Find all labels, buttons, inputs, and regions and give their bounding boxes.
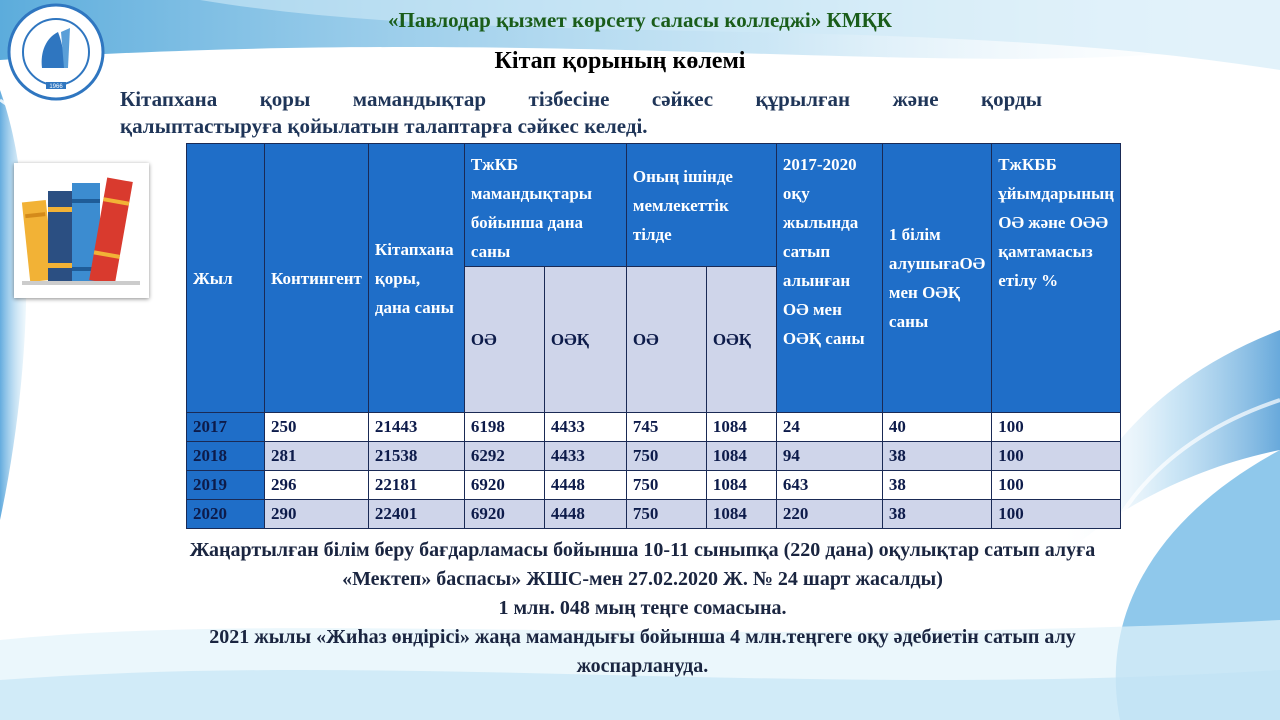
table-cell: 750 bbox=[626, 471, 706, 500]
table-cell: 22181 bbox=[368, 471, 464, 500]
table-cell: 100 bbox=[992, 471, 1121, 500]
table-cell: 643 bbox=[776, 471, 882, 500]
library-fund-table bbox=[186, 143, 1121, 529]
footer-text bbox=[60, 536, 1225, 681]
table-cell: 220 bbox=[776, 500, 882, 529]
table-cell: 1084 bbox=[706, 442, 776, 471]
table-cell: 745 bbox=[626, 413, 706, 442]
header-oak: ОӘҚ bbox=[544, 267, 626, 413]
table-cell: 4433 bbox=[544, 413, 626, 442]
slide-title: Кітап қорының көлемі bbox=[494, 48, 746, 74]
header-oa: ОӘ bbox=[626, 267, 706, 413]
table-row bbox=[187, 500, 1121, 529]
cell-year: 2017 bbox=[187, 413, 265, 442]
table-row bbox=[187, 471, 1121, 500]
table-cell: 4448 bbox=[544, 500, 626, 529]
table-cell: 22401 bbox=[368, 500, 464, 529]
table-cell: 100 bbox=[992, 442, 1121, 471]
header-year: Жыл bbox=[187, 144, 265, 413]
table-cell: 40 bbox=[882, 413, 991, 442]
cell-year: 2018 bbox=[187, 442, 265, 471]
table-cell: 6920 bbox=[464, 471, 544, 500]
header-purchased: 2017-2020 оқу жылында сатып алынған ОӘ мен ОӘҚ саны bbox=[776, 144, 882, 413]
college-name: «Павлодар қызмет көрсету саласы колледжі» КМҚК bbox=[387, 8, 893, 32]
header-per-student: 1 білім алушығаОӘ мен ОӘҚ саны bbox=[882, 144, 991, 413]
table-cell: 750 bbox=[626, 500, 706, 529]
table-cell: 4448 bbox=[544, 471, 626, 500]
intro-line: қалыптастыруға қойылатын талаптарға сәйкес келеді. bbox=[120, 114, 648, 138]
header-tvet-group: ТжКБ мамандықтары бойынша дана саны bbox=[464, 144, 626, 267]
table-cell: 296 bbox=[265, 471, 369, 500]
intro-paragraph bbox=[120, 86, 1042, 140]
svg-text:1966: 1966 bbox=[49, 84, 63, 90]
table-cell: 1084 bbox=[706, 413, 776, 442]
books-icon bbox=[14, 163, 149, 298]
cell-year: 2019 bbox=[187, 471, 265, 500]
header-fund: Кітапхана қоры, дана саны bbox=[368, 144, 464, 413]
table-cell: 4433 bbox=[544, 442, 626, 471]
table-cell: 21443 bbox=[368, 413, 464, 442]
table-cell: 6920 bbox=[464, 500, 544, 529]
footer-line: «Мектеп» баспасы» ЖШС-мен 27.02.2020 Ж. № 24 шарт жасалды) bbox=[342, 568, 943, 590]
table-row bbox=[187, 442, 1121, 471]
table-cell: 281 bbox=[265, 442, 369, 471]
footer-line: Жаңартылған білім беру бағдарламасы бойынша 10-11 сыныпқа (220 дана) оқулықтар сатып алуға bbox=[189, 539, 1096, 561]
header-oa: ОӘ bbox=[464, 267, 544, 413]
header-coverage: ТжКББ ұйымдарының ОӘ және ОӘӘ қамтамасыз етілу % bbox=[992, 144, 1121, 413]
table-cell: 21538 bbox=[368, 442, 464, 471]
table-cell: 290 bbox=[265, 500, 369, 529]
table-cell: 100 bbox=[992, 413, 1121, 442]
table-row bbox=[187, 413, 1121, 442]
footer-line: жоспарлануда. bbox=[576, 655, 709, 677]
table-cell: 1084 bbox=[706, 500, 776, 529]
header-state-language: Оның ішінде мемлекеттік тілде bbox=[626, 144, 776, 267]
footer-line: 1 млн. 048 мың теңге сомасына. bbox=[498, 597, 787, 619]
table-cell: 750 bbox=[626, 442, 706, 471]
table-cell: 100 bbox=[992, 500, 1121, 529]
table-cell: 38 bbox=[882, 500, 991, 529]
table-cell: 24 bbox=[776, 413, 882, 442]
cell-year: 2020 bbox=[187, 500, 265, 529]
footer-line: 2021 жылы «Жиһаз өндірісі» жаңа мамандығы бойынша 4 млн.теңгеге оқу әдебиетін сатып алу bbox=[209, 626, 1076, 648]
header-contingent: Контингент bbox=[265, 144, 369, 413]
college-seal-icon bbox=[6, 2, 106, 102]
table-cell: 6198 bbox=[464, 413, 544, 442]
table-cell: 38 bbox=[882, 471, 991, 500]
header-oak: ОӘҚ bbox=[706, 267, 776, 413]
table-cell: 94 bbox=[776, 442, 882, 471]
table-cell: 250 bbox=[265, 413, 369, 442]
books-image-frame bbox=[14, 163, 149, 298]
table-cell: 6292 bbox=[464, 442, 544, 471]
table-cell: 1084 bbox=[706, 471, 776, 500]
table-cell: 38 bbox=[882, 442, 991, 471]
intro-line: Кітапхана қоры мамандықтар тізбесіне сәйкес құрылған және қорды bbox=[120, 87, 1042, 111]
